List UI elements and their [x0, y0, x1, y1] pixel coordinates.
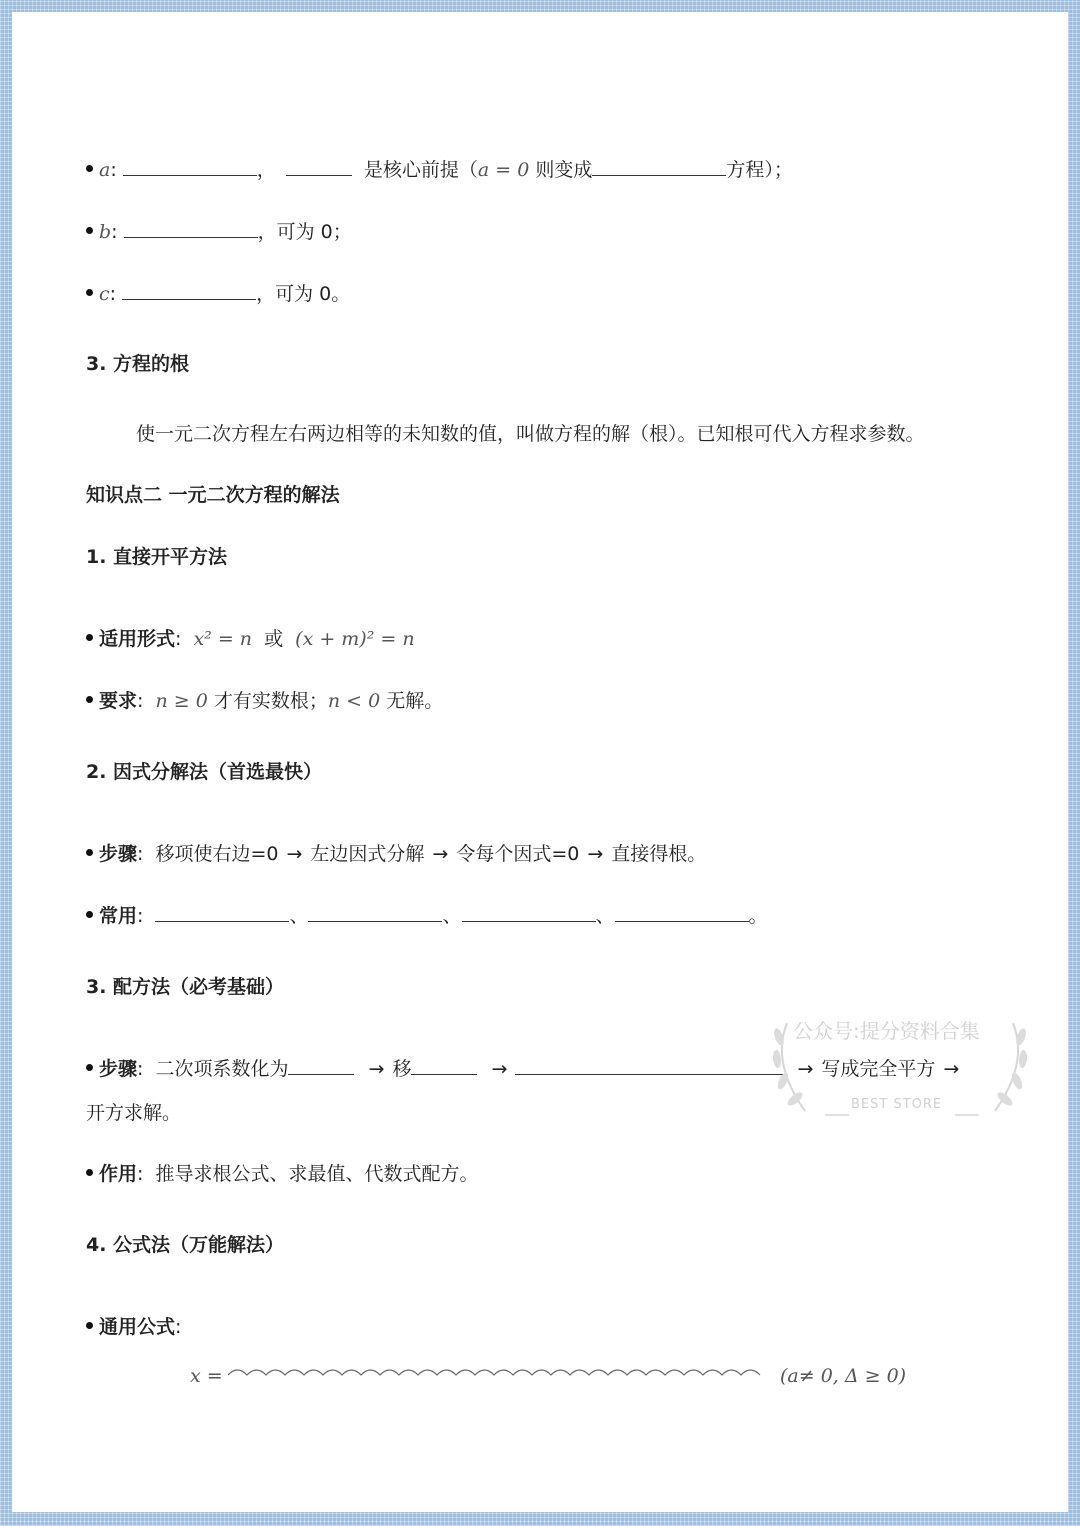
section-heading: 2. 因式分解法（首选最快） — [86, 761, 323, 783]
var-a: a — [99, 159, 111, 181]
item-a: a: ， 是核心前提（a = 0 则变成 方程）； — [86, 156, 793, 184]
bullet-icon — [86, 1169, 93, 1176]
watermark-title: 公众号:提分资料合集 — [793, 1019, 980, 1043]
requirement-line: 要求: n ≥ 0 才有实数根；n < 0 无解。 — [86, 687, 443, 715]
bullet-icon — [86, 849, 93, 856]
section-heading: 4. 公式法（万能解法） — [86, 1234, 285, 1256]
bullet-icon — [86, 227, 93, 234]
fill-blank[interactable] — [615, 903, 749, 922]
general-formula-line: 通用公式: — [86, 1313, 181, 1341]
section-heading: 3. 配方法（必考基础） — [86, 976, 285, 998]
fill-blank[interactable] — [462, 903, 596, 922]
common-line: 常用: 、 、 、 。 — [86, 902, 768, 930]
arrow-right-icon: → — [491, 1058, 508, 1080]
section-heading: 3. 方程的根 — [86, 353, 190, 375]
steps-line: 步骤: 移项使右边=0 → 左边因式分解 → 令每个因式=0 → 直接得根。 — [86, 840, 706, 868]
formula-condition: (a≠ 0, Δ ≥ 0) — [780, 1365, 907, 1387]
bullet-icon — [86, 289, 93, 296]
arrow-right-icon: → — [368, 1058, 385, 1080]
section-heading: 1. 直接开平方法 — [86, 546, 228, 568]
paragraph: 使一元二次方程左右两边相等的未知数的值，叫做方程的解（根）。已知根可代入方程求参数。 — [136, 423, 925, 445]
steps-continuation: 开方求解。 — [86, 1102, 182, 1124]
fill-blank[interactable] — [122, 281, 256, 300]
fill-blank[interactable] — [308, 903, 442, 922]
fill-blank[interactable] — [123, 157, 257, 176]
arrow-right-icon: → — [797, 1058, 814, 1080]
formula-placeholder[interactable] — [228, 1363, 762, 1383]
fill-blank[interactable] — [286, 157, 352, 176]
bullet-icon — [86, 911, 93, 918]
bullet-icon — [86, 634, 93, 641]
item-b: b: ，可为 0； — [86, 218, 352, 246]
fill-blank[interactable] — [155, 903, 289, 922]
arrow-right-icon: → — [943, 1058, 960, 1080]
watermark-subtitle: BEST STORE — [851, 1097, 943, 1112]
use-line: 作用: 推导求根公式、求最值、代数式配方。 — [86, 1160, 478, 1188]
fill-blank[interactable] — [288, 1056, 354, 1075]
arrow-right-icon: → — [432, 843, 449, 865]
form-line: 适用形式: x² = n 或 (x + m)² = n — [86, 625, 415, 653]
item-c: c: ，可为 0。 — [86, 280, 350, 308]
fill-blank[interactable] — [592, 157, 726, 176]
knowledge-point-heading: 知识点二 一元二次方程的解法 — [86, 484, 340, 506]
fill-blank[interactable] — [411, 1056, 477, 1075]
arrow-right-icon: → — [587, 843, 604, 865]
arrow-right-icon: → — [286, 843, 303, 865]
bullet-icon — [86, 696, 93, 703]
fill-blank[interactable] — [515, 1056, 783, 1075]
bullet-icon — [86, 1064, 93, 1071]
bullet-icon — [86, 165, 93, 172]
formula-lhs: x = — [190, 1365, 223, 1387]
bullet-icon — [86, 1322, 93, 1329]
fill-blank[interactable] — [124, 219, 258, 238]
steps-line: 步骤: 二次项系数化为 → 移 → → 写成完全平方 → — [86, 1055, 967, 1083]
